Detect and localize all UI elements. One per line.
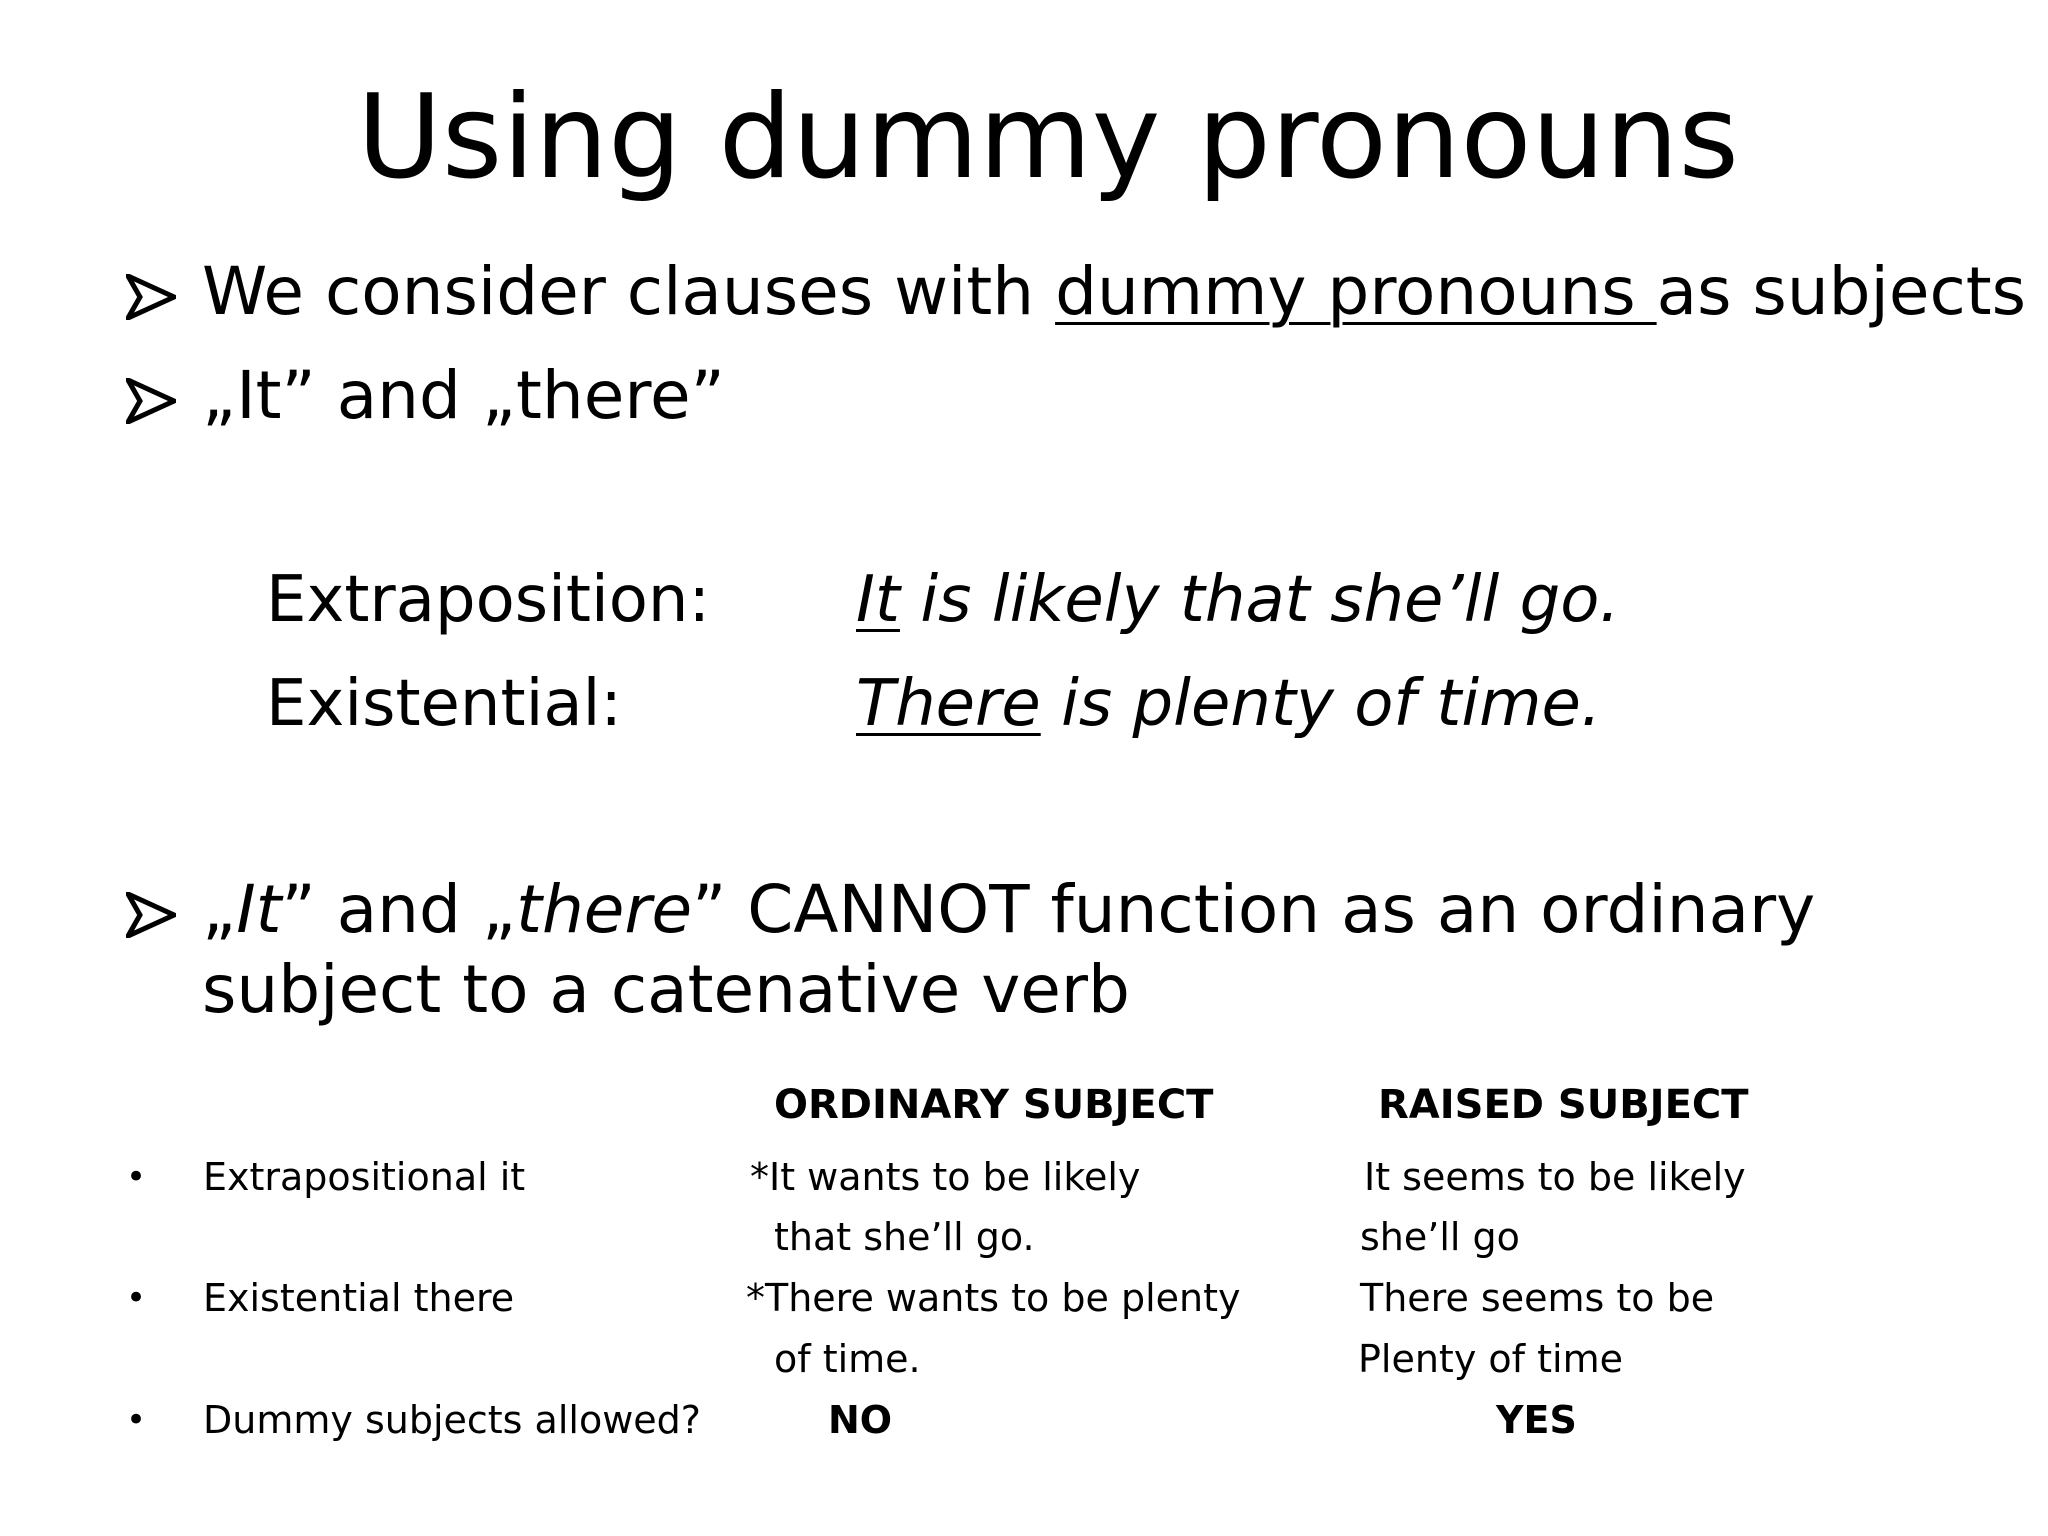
it-word: It [236,871,282,948]
bullet-text [202,252,2026,332]
example-existential [0,664,2048,744]
bullet-text: „It” and „there” [202,357,725,434]
quote-and: ” and „ [281,871,517,948]
row-label: Extrapositional it [203,1155,526,1199]
bullet-cannot-function [126,870,1815,1030]
ordinary-cell-line1: *It wants to be likely [750,1155,1141,1199]
line1-end: ” CANNOT function as an ordinary [692,871,1816,948]
ordinary-answer: NO [828,1398,893,1442]
there-word: there [516,871,693,948]
bullet-text [202,870,1815,1030]
bullet-text-after: as subjects [1656,253,2027,330]
bullet-it-there [126,356,725,442]
bullet-dot: • [126,1278,147,1318]
quote-open: „ [202,871,237,948]
ordinary-cell-line1: *There wants to be plenty [746,1276,1241,1320]
line2: subject to a catenative verb [202,951,1130,1028]
slide-title: Using dummy pronouns [357,70,1739,205]
arrow-bullet-icon [126,252,202,338]
ordinary-cell-line2: of time. [774,1337,921,1381]
example-extraposition [0,560,2048,640]
bullet-dot: • [126,1157,147,1197]
example-label: Existential: [266,667,622,741]
example-rest: is plenty of time. [1040,667,1602,741]
example-rest: is likely that she’ll go. [899,563,1620,637]
row-label: Dummy subjects allowed? [203,1398,701,1442]
example-sentence [856,664,1601,744]
raised-answer: YES [1496,1398,1577,1442]
header-raised-subject: RAISED SUBJECT [1378,1082,1749,1128]
example-label: Extraposition: [266,563,710,637]
raised-cell-line2: Plenty of time [1358,1337,1623,1381]
raised-cell-line1: It seems to be likely [1364,1155,1746,1199]
ordinary-cell-line2: that she’ll go. [774,1215,1035,1259]
bullet-dummy-pronouns [126,252,2026,338]
arrow-bullet-icon [126,356,202,442]
raised-cell-line1: There seems to be [1360,1276,1715,1320]
bullet-dot: • [126,1400,147,1440]
example-sentence [856,560,1620,640]
dummy-pronoun: There [856,667,1041,741]
dummy-pronoun: It [856,563,900,637]
bullet-text-before: We consider clauses with [202,253,1056,330]
row-label: Existential there [203,1276,515,1320]
raised-cell-line2: she’ll go [1360,1215,1520,1259]
underlined-term: dummy pronouns [1055,253,1657,330]
arrow-bullet-icon [126,870,202,956]
header-ordinary-subject: ORDINARY SUBJECT [774,1082,1214,1128]
